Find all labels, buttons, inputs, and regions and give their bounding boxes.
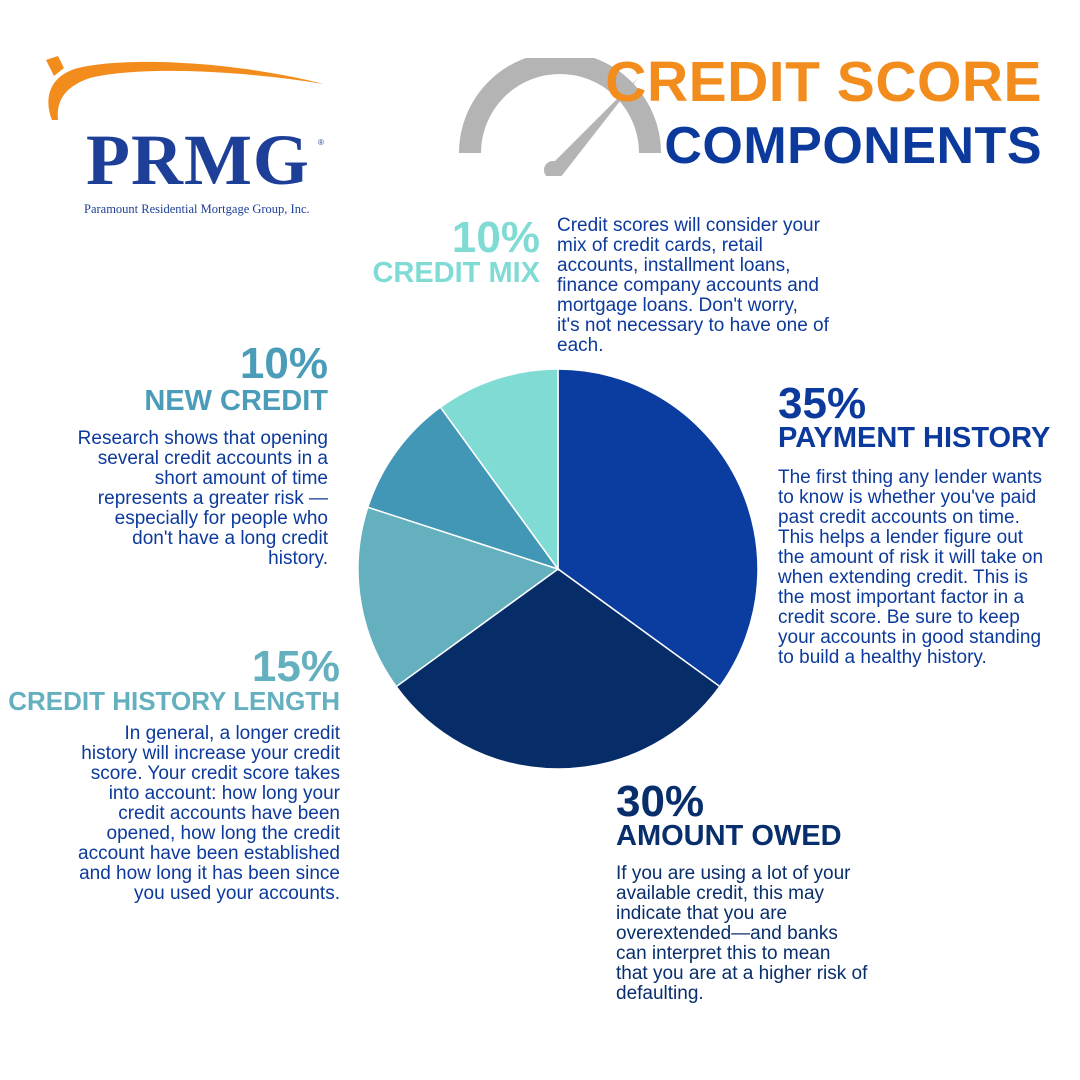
amount-owed-description: If you are using a lot of your available credit, this may indicate that you are overextended—and banks can interpret this to mean that you are at a higher risk of defaulting. — [616, 863, 868, 1004]
new-credit-label: NEW CREDIT — [144, 385, 328, 417]
credit-history-length-percent: 15% — [251, 642, 340, 691]
payment-history-label: PAYMENT HISTORY — [778, 422, 1051, 454]
credit-mix-description: Credit scores will consider your mix of credit cards, retail accounts, installment loans, finance company accounts and mortgage loans. Don't worry, it's not necessary to have one of each. — [557, 215, 829, 356]
new-credit-percent: 10% — [239, 339, 328, 388]
credit-mix-label: CREDIT MIX — [372, 257, 540, 289]
logo-registered-mark: ® — [318, 138, 324, 147]
credit-mix-percent: 10% — [451, 213, 540, 262]
amount-owed-label: AMOUNT OWED — [616, 820, 842, 852]
swoosh-icon — [38, 54, 328, 124]
new-credit-description: Research shows that opening several credit accounts in a short amount of time represents a greater risk — especially for people who don't have a long credit history. — [77, 428, 328, 569]
payment-history-description: The first thing any lender wants to know is whether you've paid past credit accounts on time. This helps a lender figure out the amount of risk it will take on when extending credit. This is the most important factor in a credit score. Be sure to keep your accounts in good standing to build a healthy history. — [778, 467, 1044, 668]
logo-company-name: Paramount Residential Mortgage Group, Inc. — [84, 202, 310, 216]
credit-history-length-label: CREDIT HISTORY LENGTH — [8, 686, 340, 716]
payment-history-percent: 35% — [778, 379, 867, 428]
logo-brand: PRMG — [86, 120, 310, 200]
pie-chart — [355, 366, 761, 772]
credit-history-length-description: In general, a longer credit history will increase your credit score. Your credit score takes into account: how long your credit accounts have been opened, how long the credit account have been established and how long it has been since you used your accounts. — [78, 723, 340, 904]
page-title-line2: COMPONENTS — [664, 117, 1042, 175]
amount-owed-percent: 30% — [616, 777, 705, 826]
prmg-logo — [38, 54, 328, 216]
page-title-line1: CREDIT SCORE — [605, 50, 1042, 114]
